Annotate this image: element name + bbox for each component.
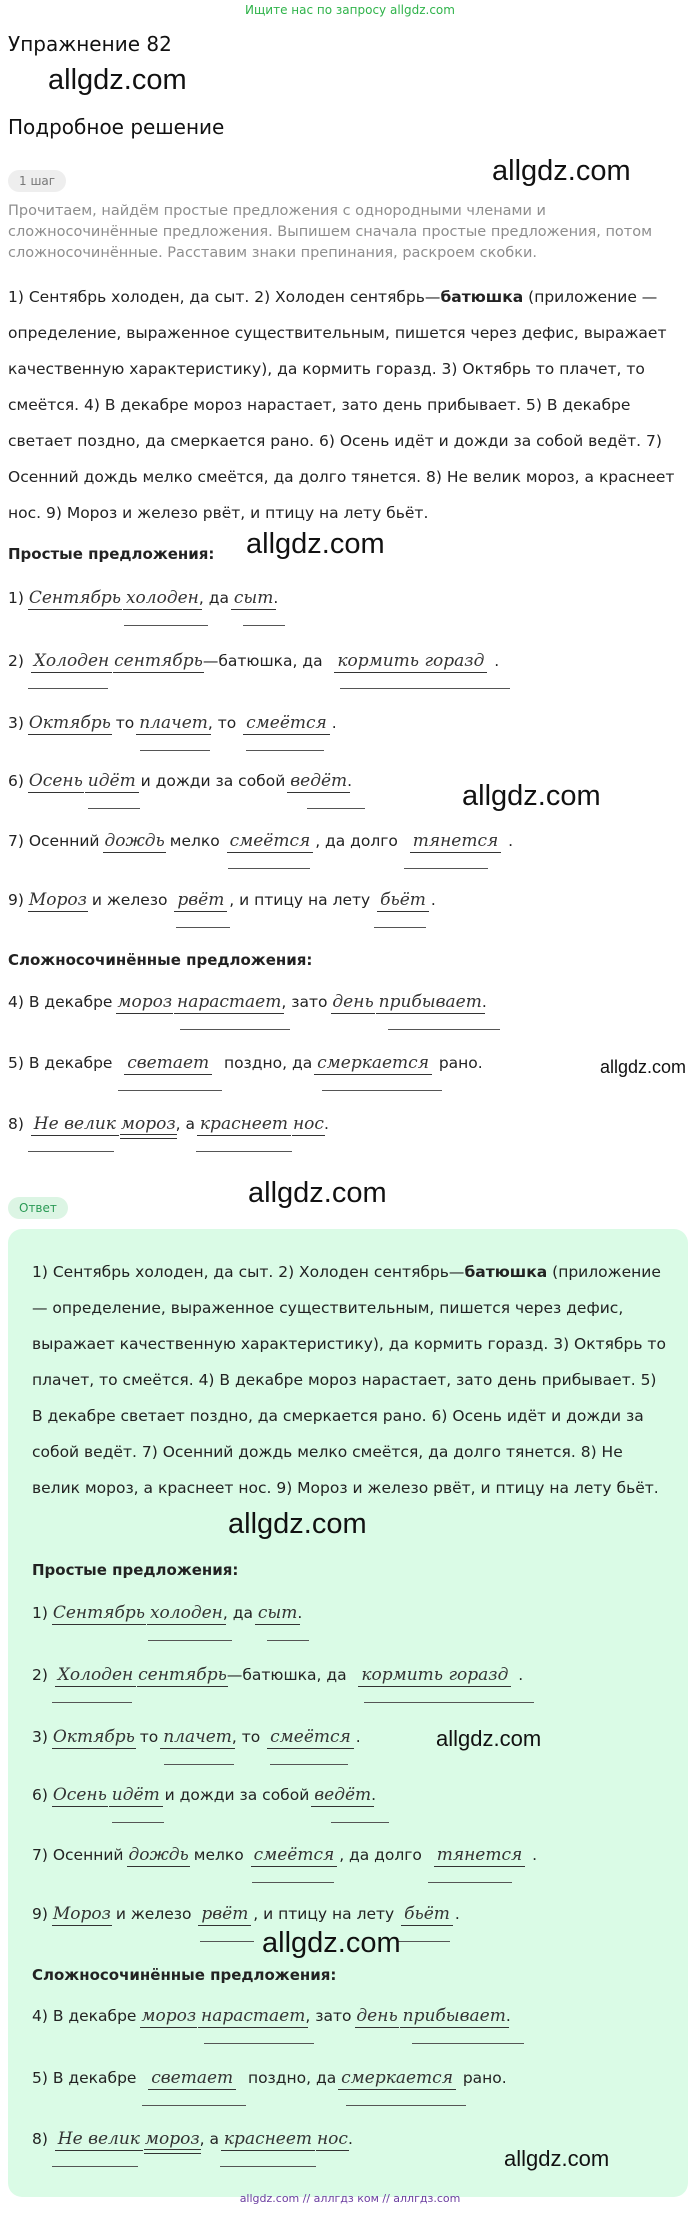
answer-sentence-3 [32, 1727, 361, 1767]
predicate-word: смеркается [317, 1053, 429, 1073]
subject-word: мороз [141, 2006, 197, 2026]
sentence-2 [8, 651, 499, 691]
sentence-number: 1) [8, 589, 24, 607]
sentence-text: . [347, 772, 353, 790]
exercise-title: Упражнение 82 [8, 32, 172, 56]
sentence-text: . [505, 2007, 511, 2025]
predicate-word: бьёт [380, 890, 426, 910]
predicate-word: идёт [87, 771, 136, 791]
predicate-word: плачет [163, 1727, 232, 1747]
sentence-9 [8, 890, 436, 930]
answer-sentence-8 [32, 2129, 353, 2169]
watermark: allgdz.com [504, 2146, 610, 2171]
sentence-text: , то [207, 714, 237, 732]
sentence-text: рано. [462, 2069, 507, 2087]
sentence-text: , зато [305, 2007, 352, 2025]
paragraph-bold: батюшка [464, 1263, 548, 1281]
subject-word: день [356, 2006, 398, 2026]
sentence-text: и дожди за собой [140, 772, 286, 790]
predicate-word: светает [127, 1053, 210, 1073]
predicate-underline [124, 625, 208, 626]
predicate-underline [267, 1640, 309, 1641]
answer-sentence-6 [32, 1785, 376, 1825]
sentence-text: то [115, 714, 135, 732]
sentence-text: мелко [193, 1846, 244, 1864]
predicate-underline [246, 750, 324, 751]
predicate-word: бьёт [404, 1904, 450, 1924]
subject-word: Октябрь [52, 1727, 135, 1747]
sentence-text: , а [199, 2130, 219, 2148]
answer-badge: Ответ [8, 1197, 68, 1219]
predicate-word: прибывает [402, 2006, 506, 2026]
predicate-underline [340, 688, 510, 689]
subject-word: нос [316, 2129, 348, 2149]
sentence-number: 9) [8, 891, 24, 909]
predicate-underline [220, 2166, 316, 2167]
sentence-1 [8, 588, 278, 628]
watermark: allgdz.com [48, 64, 187, 96]
predicate-word: Не велик [57, 2129, 140, 2149]
predicate-underline [196, 1151, 292, 1152]
sentence-text: , и птицу на лету [229, 891, 371, 909]
footer-links[interactable]: allgdz.com // аллгдз ком // аллгдз.com [239, 2192, 461, 2205]
subject-word: Мороз [52, 1904, 111, 1924]
predicate-word: смеётся [253, 1845, 335, 1865]
sentence-text: —батюшка, да [202, 652, 323, 670]
sentence-text: . [297, 1604, 303, 1622]
watermark: allgdz.com [262, 1927, 401, 1959]
step-badge: 1 шаг [8, 170, 66, 192]
predicate-underline [200, 1941, 254, 1942]
sentence-4 [8, 992, 487, 1032]
watermark: allgdz.com [600, 1057, 687, 1077]
predicate-underline [52, 1702, 132, 1703]
subject-word: Октябрь [28, 713, 111, 733]
predicate-word: смеётся [270, 1727, 351, 1747]
sentence-number: 4) В декабре [32, 2007, 137, 2025]
predicate-word: краснеет [199, 1114, 289, 1134]
predicate-word: кормить горазд [337, 651, 485, 671]
sentence-text: . [323, 1115, 329, 1133]
predicate-word: идёт [111, 1785, 160, 1805]
sentence-text: . [481, 993, 487, 1011]
sentence-number: 1) [32, 1604, 48, 1622]
predicate-word: смеётся [229, 831, 311, 851]
predicate-underline [180, 1029, 290, 1030]
sentence-text: то [139, 1728, 159, 1746]
simple-sentences-heading: Простые предложения: [32, 1561, 239, 1579]
predicate-underline [28, 688, 108, 689]
watermark: allgdz.com [492, 155, 631, 187]
sentence-number: 4) В декабре [8, 993, 113, 1011]
sentence-text: , да долго [339, 1846, 422, 1864]
sentence-text: , то [231, 1728, 261, 1746]
sentence-text: , зато [281, 993, 328, 1011]
subject-word: Осень [28, 771, 83, 791]
answer-sentence-2 [32, 1665, 523, 1705]
sentence-7 [8, 831, 513, 871]
predicate-underline [176, 927, 230, 928]
predicate-underline [322, 1090, 442, 1091]
sentence-text: . [347, 2130, 353, 2148]
subject-word: Сентябрь [28, 588, 122, 608]
sentence-number: 3) [32, 1728, 48, 1746]
complex-sentences-heading: Сложносочинённые предложения: [8, 951, 313, 969]
watermark: allgdz.com [228, 1508, 367, 1540]
sentence-text: поздно, да [247, 2069, 337, 2087]
predicate-word: краснеет [223, 2129, 313, 2149]
sentence-number: 5) В декабре [8, 1054, 113, 1072]
predicate-word: рвёт [177, 890, 225, 910]
predicate-underline [331, 1822, 389, 1823]
sentence-text: . [532, 1846, 538, 1864]
predicate-word: смеётся [246, 713, 327, 733]
sentence-text: и железо [91, 891, 168, 909]
predicate-underline [204, 2043, 314, 2044]
sentence-number: 8) [32, 2130, 48, 2148]
sentence-text: , а [175, 1115, 195, 1133]
predicate-word: холоден [149, 1603, 223, 1623]
predicate-underline [28, 1151, 114, 1152]
predicate-underline [270, 1764, 348, 1765]
sentence-3 [8, 713, 337, 753]
predicate-word: смеркается [341, 2068, 453, 2088]
predicate-word: прибывает [378, 992, 482, 1012]
predicate-underline [388, 1029, 500, 1030]
sentence-text: и дожди за собой [164, 1786, 310, 1804]
predicate-underline [364, 1702, 534, 1703]
predicate-underline [374, 927, 426, 928]
paragraph-part: (приложение — определение, выраженное существительным, пишется через дефис, выражает качественную характеристику), да кормить горазд. 3) Октябрь то плачет, то смеётся. 4) В декабре мороз нарастает, зато день прибывает. 5) В декабре светает поздно, да смеркается рано. 6) Осень идёт и дожди за собой ведёт. 7) Осенний дождь мелко смеётся, да долго тянется. 8) Не велик мороз, а краснеет нос. 9) Мороз и железо рвёт, и птицу на лету бьёт. [32, 1263, 666, 1497]
predicate-underline [243, 625, 285, 626]
sentence-8 [8, 1114, 329, 1154]
subject-word: нос [292, 1114, 324, 1134]
exercise-paragraph [8, 279, 688, 531]
sentence-text: . [331, 714, 337, 732]
predicate-underline [346, 2105, 466, 2106]
intro-text: Прочитаем, найдём простые предложения с однородными членами и сложносочинённые предложения. Выпишем сначала простые предложения, потом сложносочинённые. Расставим знаки препинания, раскроем скобки. [8, 203, 653, 261]
predicate-word: сыт [233, 588, 274, 608]
subject-word: дождь [128, 1845, 189, 1865]
paragraph-part: 1) Сентябрь холоден, да сыт. 2) Холоден сентябрь— [8, 288, 441, 306]
predicate-word: тянется [436, 1845, 523, 1865]
predicate-word: Не велик [33, 1114, 116, 1134]
predicate-underline [52, 2166, 138, 2167]
predicate-word: светает [151, 2068, 234, 2088]
predicate-underline [112, 1822, 164, 1823]
predicate-underline [404, 868, 488, 869]
sentence-number: 7) Осенний [8, 832, 100, 850]
predicate-underline [428, 1882, 512, 1883]
predicate-word: холоден [125, 588, 199, 608]
sentence-number: 5) В декабре [32, 2069, 137, 2087]
subject-word: дождь [104, 831, 165, 851]
solution-heading: Подробное решение [8, 115, 225, 139]
subject-word: Сентябрь [52, 1603, 146, 1623]
predicate-word: Холоден [33, 651, 110, 671]
sentence-text: . [430, 891, 436, 909]
paragraph-bold: батюшка [440, 288, 524, 306]
sentence-number: 2) [8, 652, 24, 670]
predicate-word: кормить горазд [361, 1665, 509, 1685]
answer-sentence-7 [32, 1845, 537, 1885]
predicate-word: Холоден [57, 1665, 134, 1685]
answer-sentence-4 [32, 2006, 511, 2046]
predicate-underline [140, 750, 210, 751]
watermark: allgdz.com [436, 1726, 542, 1751]
subject-word: сентябрь [114, 651, 203, 671]
predicate-underline [164, 1764, 234, 1765]
sentence-text: , да [198, 589, 229, 607]
sentence-5 [8, 1053, 483, 1093]
subject-word: Осень [52, 1785, 107, 1805]
sentence-number: 8) [8, 1115, 24, 1133]
sentence-text: . [494, 652, 500, 670]
sentence-text: . [371, 1786, 377, 1804]
subject-word: мороз [120, 1114, 176, 1134]
predicate-underline [228, 868, 310, 869]
sentence-6 [8, 771, 352, 811]
predicate-underline [88, 808, 140, 809]
predicate-word: плачет [139, 713, 208, 733]
predicate-underline [307, 808, 365, 809]
sentence-text: поздно, да [223, 1054, 313, 1072]
predicate-word: ведёт [314, 1785, 372, 1805]
predicate-word: нарастает [177, 992, 282, 1012]
predicate-underline [398, 1941, 450, 1942]
subject-word: день [332, 992, 374, 1012]
sentence-text: , да [222, 1604, 253, 1622]
paragraph-part: (приложение — определение, выраженное существительным, пишется через дефис, выражает качественную характеристику), да кормить горазд. 3) Октябрь то плачет, то смеётся. 4) В декабре мороз нарастает, зато день прибывает. 5) В декабре светает поздно, да смеркается рано. 6) Осень идёт и дожди за собой ведёт. 7) Осенний дождь мелко смеётся, да долго тянется. 8) Не велик мороз, а краснеет нос. 9) Мороз и железо рвёт, и птицу на лету бьёт. [8, 288, 675, 522]
sentence-text: , и птицу на лету [253, 1905, 395, 1923]
predicate-word: рвёт [201, 1904, 249, 1924]
predicate-underline [148, 1640, 232, 1641]
predicate-underline [412, 2043, 524, 2044]
sentence-text: . [355, 1728, 361, 1746]
predicate-word: нарастает [201, 2006, 306, 2026]
sentence-text: —батюшка, да [226, 1666, 347, 1684]
sentence-number: 6) [8, 772, 24, 790]
sentence-text: мелко [169, 832, 220, 850]
paragraph-part: 1) Сентябрь холоден, да сыт. 2) Холоден сентябрь— [32, 1263, 465, 1281]
sentence-text: рано. [438, 1054, 483, 1072]
sentence-text: . [454, 1905, 460, 1923]
watermark: allgdz.com [246, 528, 385, 560]
search-hint-link[interactable]: Ищите нас по запросу allgdz.com [245, 3, 455, 17]
watermark: allgdz.com [248, 1177, 387, 1209]
complex-sentences-heading: Сложносочинённые предложения: [32, 1966, 337, 1984]
sentence-text: , да долго [315, 832, 398, 850]
answer-sentence-1 [32, 1603, 302, 1643]
predicate-underline [142, 2105, 246, 2106]
sentence-number: 7) Осенний [32, 1846, 124, 1864]
sentence-number: 9) [32, 1905, 48, 1923]
predicate-word: тянется [412, 831, 499, 851]
predicate-underline [252, 1882, 334, 1883]
sentence-number: 3) [8, 714, 24, 732]
sentence-text: . [508, 832, 514, 850]
sentence-text: и железо [115, 1905, 192, 1923]
predicate-underline [118, 1090, 222, 1091]
sentence-text: . [518, 1666, 524, 1684]
answer-paragraph [32, 1254, 672, 1506]
answer-sentence-5 [32, 2068, 507, 2108]
sentence-number: 6) [32, 1786, 48, 1804]
predicate-word: сыт [257, 1603, 298, 1623]
simple-sentences-heading: Простые предложения: [8, 545, 215, 563]
predicate-word: ведёт [290, 771, 348, 791]
subject-word: мороз [144, 2129, 200, 2149]
subject-word: сентябрь [138, 1665, 227, 1685]
subject-word: мороз [117, 992, 173, 1012]
watermark: allgdz.com [462, 780, 601, 812]
subject-word: Мороз [28, 890, 87, 910]
sentence-number: 2) [32, 1666, 48, 1684]
sentence-text: . [273, 589, 279, 607]
